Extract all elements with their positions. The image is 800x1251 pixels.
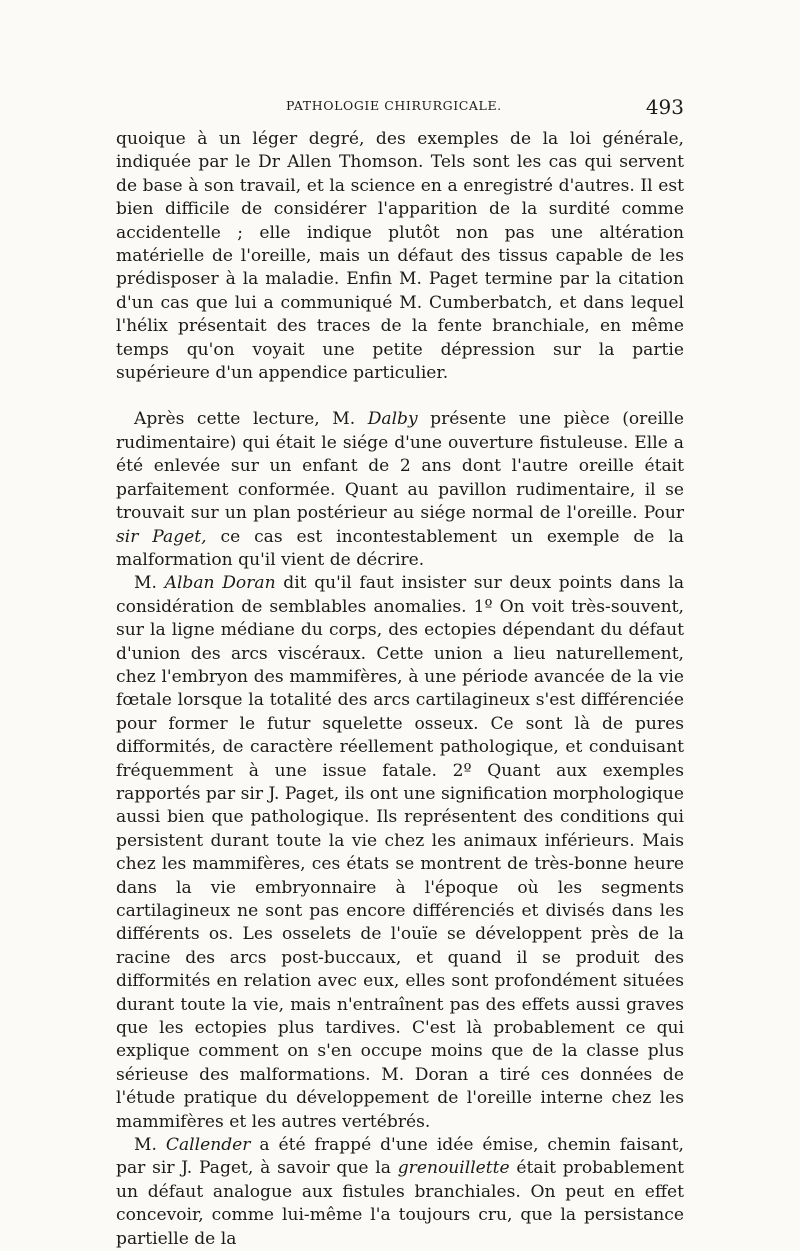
page-header xyxy=(116,95,684,122)
page-number: 493 xyxy=(645,95,684,119)
paragraph: quoique à un léger degré, des exemples de la loi générale, indiquée par le Dr Allen Thomson. Tels sont les cas qui servent de base à son travail, et la science en a enregistré d'autres. Il est bien difficile de considérer l'apparition de la surdité comme accidentelle ; elle indique plutôt non pas une altération matérielle de l'oreille, mais un défaut des tissus capable de les prédisposer à la maladie. Enfin M. Paget termine par la citation d'un cas que lui a communiqué M. Cumberbatch, et dans lequel l'hélix présentait des traces de la fente branchiale, en même temps qu'on voyait une petite dépression sur la partie supérieure d'un appendice particulier. xyxy=(116,129,684,384)
paragraph: M. Alban Doran dit qu'il faut insister sur deux points dans la considération de semblables anomalies. 1º On voit très-souvent, sur la ligne médiane du corps, des ectopies dépendant du défaut d'union des arcs viscéraux. Cette union a lieu naturellement, chez l'embryon des mammifères, à une période avancée de la vie fœtale lorsque la totalité des arcs cartilagineux s'est différenciée pour former le futur squelette osseux. Ce sont là de pures difformités, de caractère réellement pathologique, et conduisant fréquemment à une issue fatale. 2º Quant aux exemples rapportés par sir J. Paget, ils ont une signification morphologique aussi bien que pathologique. Ils représentent des conditions qui persistent durant toute la vie chez les animaux inférieurs. Mais chez les mammifères, ces états se montrent de très-bonne heure dans la vie embryonnaire à l'époque où les segments cartilagineux ne sont pas encore différenciés et divisés dans les différents os. Les osselets de l'ouïe se développent près de la racine des arcs post-buccaux, et quand il se produit des difformités en relation avec eux, elles sont profondément situées durant toute la vie, mais n'entraînent pas des effets aussi graves que les ectopies plus tardives. C'est là probablement ce qui explique comment on s'en occupe moins que de la classe plus sérieuse des malformations. M. Doran a tiré ces données de l'étude pratique du développement de l'oreille interne chez les mammifères et les autres vertébrés. xyxy=(116,573,685,1132)
running-head: PATHOLOGIE CHIRURGICALE. xyxy=(286,98,502,113)
paragraph: Après cette lecture, M. Dalby présente une pièce (oreille rudimentaire) qui était le siége d'une ouverture fistuleuse. Elle a été enlevée sur un enfant de 2 ans dont l'autre oreille était parfaitement conformée. Quant au pavillon rudimentaire, il se trouvait sur un plan postérieur au siége normal de l'oreille. Pour sir Paget, ce cas est incontestablement un exemple de la malformation qu'il vient de décrire. xyxy=(116,409,684,570)
person-name: Callender xyxy=(165,1135,251,1156)
paragraph: M. Callender a été frappé d'une idée émise, chemin faisant, par sir J. Paget, à savoir que la grenouillette était probablement un défaut analogue aux fistules branchiales. On peut en effet concevoir, comme lui-même l'a toujours cru, que la persistance partielle de la xyxy=(116,1135,684,1249)
body-text xyxy=(116,128,684,1251)
italic-term: grenouillette xyxy=(397,1158,510,1179)
person-name: sir Paget, xyxy=(116,526,207,547)
person-name: Alban Doran xyxy=(164,573,276,594)
person-name: Dalby xyxy=(367,409,418,430)
